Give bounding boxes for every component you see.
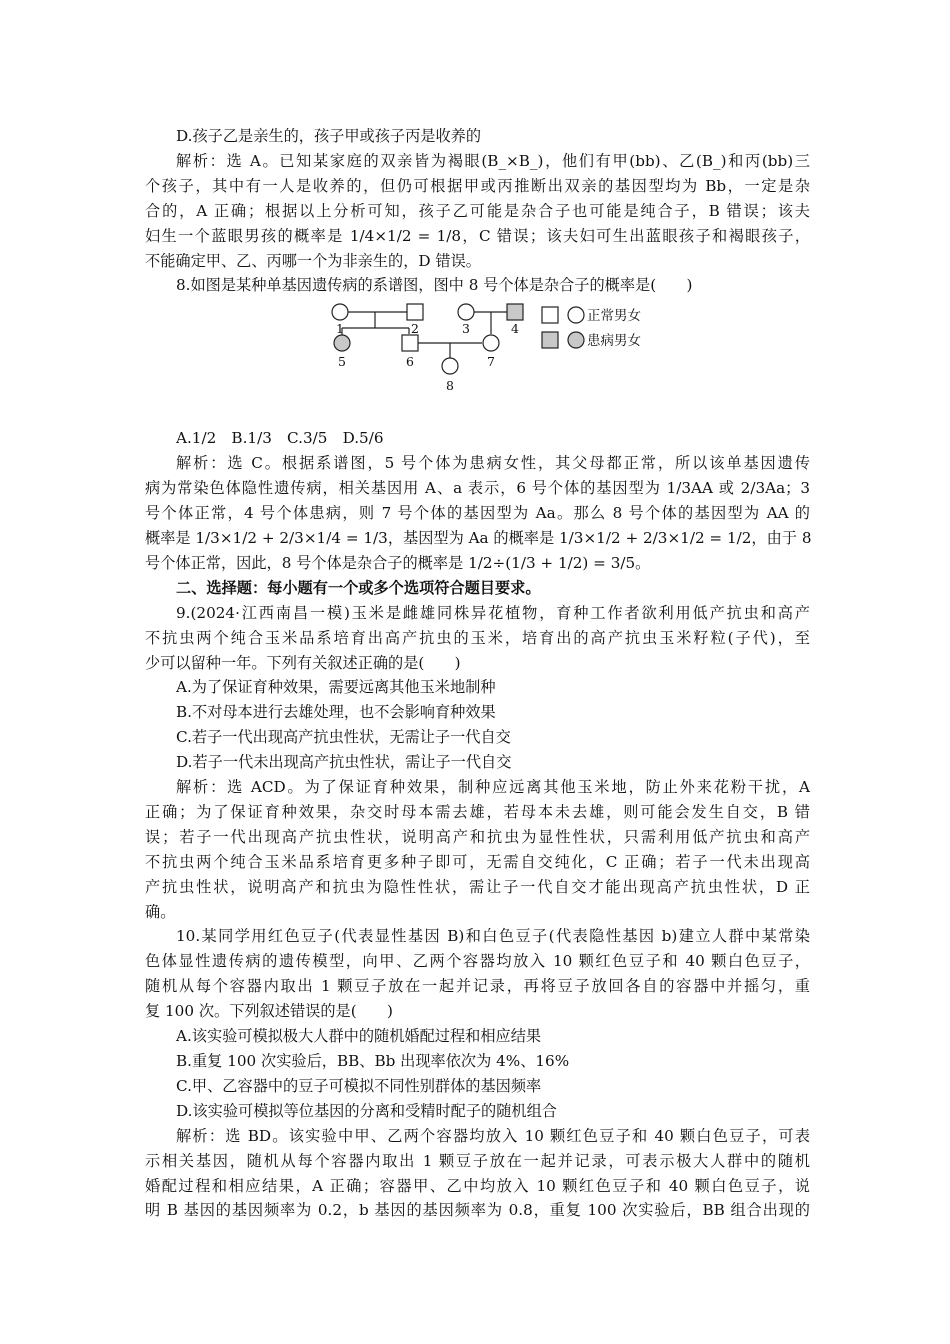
q8-analysis-line: 解析：选 C。根据系谱图，5 号个体为患病女性，其父母都正常，所以该单基因遗传 [176, 454, 810, 473]
label-3: 3 [462, 321, 470, 337]
individual-6-normal-male [402, 335, 418, 351]
legend-normal-female-icon [568, 307, 584, 323]
q7-analysis-line: 妇生一个蓝眼男孩的概率是 1/4×1/2 = 1/8，C 错误；该夫妇可生出蓝眼孩子和褐眼孩子， [145, 226, 810, 245]
individual-2-normal-male [407, 304, 423, 320]
q9-option-d: D.若子一代未出现高产抗虫性状，需让子一代自交 [176, 753, 512, 772]
q9-option-a: A.为了保证育种效果，需要远离其他玉米地制种 [176, 678, 496, 697]
q8-analysis-line: 病为常染色体隐性遗传病，相关基因用 A、a 表示，6 号个体的基因型为 1/3AA 或 2/3Aa；3 [145, 479, 810, 498]
legend-normal-male-icon [542, 307, 558, 323]
q8-options: A.1/2 B.1/3 C.3/5 D.5/6 [176, 429, 384, 448]
q7-analysis-line: 个孩子，其中有一人是收养的，但仍可根据甲或丙推断出双亲的基因型均为 Bb，一定是杂 [145, 176, 810, 195]
individual-3-normal-female [458, 304, 474, 320]
q9-option-c: C.若子一代出现高产抗虫性状，无需让子一代自交 [176, 728, 511, 747]
q9-analysis-line: 正确；为了保证育种效果，杂交时母本需去雄，若母本未去雄，则可能会发生自交，B 错 [145, 802, 810, 821]
q10-analysis-line: 明 B 基因的基因频率为 0.2，b 基因的基因频率为 0.8，重复 100 次实验后，BB 组合出现的 [145, 1201, 810, 1220]
individual-1-normal-female [332, 304, 348, 320]
q10-analysis-line: 解析：选 BD。该实验中甲、乙两个容器均放入 10 颗红色豆子和 40 颗白色豆子，可表 [176, 1126, 810, 1145]
individual-7-normal-female [483, 335, 499, 351]
q10-option-d: D.该实验可模拟等位基因的分离和受精时配子的随机组合 [176, 1101, 557, 1120]
q10-stem-line: 10.某同学用红色豆子(代表显性基因 B)和白色豆子(代表隐性基因 b)建立人群中某常染 [176, 927, 810, 946]
q9-option-b: B.不对母本进行去雄处理，也不会影响育种效果 [176, 703, 496, 722]
label-6: 6 [406, 354, 414, 370]
q7-analysis-line: 合的，A 正确；根据以上分析可知，孩子乙可能是杂合子也可能是纯合子，B 错误；该夫 [145, 201, 810, 220]
q9-analysis-line: 产抗虫性状，说明高产和抗虫为隐性性状，需让子一代自交才能出现高产抗虫性状，D 正 [145, 877, 810, 896]
q10-analysis-line: 婚配过程和相应结果，A 正确；容器甲、乙中均放入 10 颗红色豆子和 40 颗白色豆子，说 [145, 1176, 810, 1195]
document-page [145, 124, 810, 1223]
q9-stem-line: 少可以留种一年。下列有关叙述正确的是( ) [145, 653, 461, 672]
q9-analysis-line: 误；若子一代出现高产抗虫性状，说明高产和抗虫为显性性状，只需利用低产抗虫和高产 [145, 827, 810, 846]
q8-analysis-line: 号个体正常，因此，8 号个体是杂合子的概率是 1/2÷(1/3 + 1/2) = 3/5。 [145, 553, 651, 572]
q7-analysis-line: 解析：选 A。已知某家庭的双亲皆为褐眼(B_×B_)，他们有甲(bb)、乙(B_)和丙(bb)三 [176, 151, 810, 170]
label-5: 5 [338, 354, 346, 370]
q9-analysis-line: 解析：选 ACD。为了保证育种效果，制种应远离其他玉米地，防止外来花粉干扰，A [176, 778, 810, 797]
q9-analysis-line: 不抗虫两个纯合玉米品系培育更多种子即可，无需自交纯化，C 正确；若子一代未出现高 [145, 852, 810, 871]
q8-stem: 8.如图是某种单基因遗传病的系谱图，图中 8 号个体是杂合子的概率是( ) [176, 276, 693, 295]
label-7: 7 [487, 354, 495, 370]
label-4: 4 [511, 321, 519, 337]
label-1: 1 [336, 321, 344, 337]
q7-option-d: D.孩子乙是亲生的，孩子甲或孩子丙是收养的 [176, 127, 482, 145]
individual-8-normal-female [442, 358, 458, 374]
label-8: 8 [446, 378, 454, 394]
q10-option-a: A.该实验可模拟极大人群中的随机婚配过程和相应结果 [176, 1027, 542, 1046]
q9-stem-line: 9.(2024·江西南昌一模)玉米是雌雄同株异花植物，育种工作者欲利用低产抗虫和高产 [176, 603, 810, 622]
q10-analysis-line: 示相关基因，随机从每个容器内取出 1 颗豆子放在一起并记录，可表示极大人群中的随机 [145, 1151, 810, 1170]
legend-affected-female-icon [568, 332, 584, 348]
individual-4-affected-male [507, 304, 523, 320]
q10-option-b: B.重复 100 次实验后，BB、Bb 出现率依次为 4%、16% [176, 1052, 570, 1070]
q9-analysis-line: 确。 [145, 902, 176, 921]
pedigree-svg [325, 300, 685, 426]
q10-stem-line: 复 100 次。下列叙述错误的是( ) [145, 1002, 393, 1021]
q10-option-c: C.甲、乙容器中的豆子可模拟不同性别群体的基因频率 [176, 1076, 542, 1095]
q9-stem-line: 不抗虫两个纯合玉米品系培育出高产抗虫的玉米，培育出的高产抗虫玉米籽粒(子代)，至 [145, 628, 810, 647]
q10-stem-line: 随机从每个容器内取出 1 颗豆子放在一起并记录，再将豆子放回各自的容器中并摇匀，重 [145, 977, 810, 996]
legend-affected-text: 患病男女 [587, 333, 641, 350]
q8-analysis-line: 号个体正常，4 号个体患病，则 7 号个体的基因型为 Aa。那么 8 号个体的基因型为 AA 的 [145, 504, 810, 523]
legend-affected-male-icon [542, 332, 558, 348]
individual-5-affected-female [334, 335, 350, 351]
q7-analysis-line: 不能确定甲、乙、丙哪一个为非亲生的，D 错误。 [145, 251, 481, 270]
label-2: 2 [411, 321, 419, 337]
pedigree-chart [145, 300, 810, 426]
section-heading: 二、选择题：每小题有一个或多个选项符合题目要求。 [176, 578, 541, 597]
legend-normal-text: 正常男女 [587, 308, 641, 325]
q8-analysis-line: 概率是 1/3×1/2 + 2/3×1/4 = 1/3，基因型为 Aa 的概率是 1/3×1/2 + 2/3×1/2 = 1/2，由于 8 [145, 528, 812, 547]
q10-stem-line: 色体显性遗传病的遗传模型，向甲、乙两个容器均放入 10 颗红色豆子和 40 颗白色豆子， [145, 952, 810, 971]
